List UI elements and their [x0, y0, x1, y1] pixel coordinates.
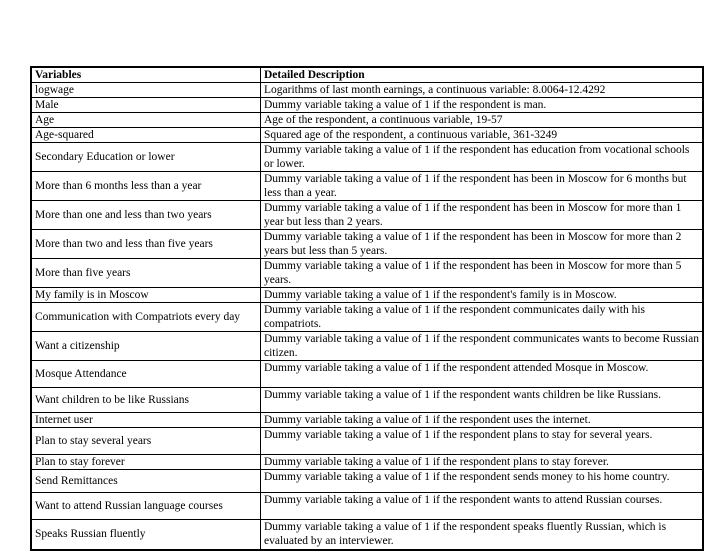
variable-cell: Age-squared — [31, 128, 261, 143]
variable-cell: My family is in Moscow — [31, 288, 261, 303]
table-row — [31, 230, 703, 259]
variable-cell: More than five years — [31, 259, 261, 288]
description-cell: Logarithms of last month earnings, a continuous variable: 8.0064-12.4292 — [261, 83, 704, 98]
description-cell: Dummy variable taking a value of 1 if the respondent has been in Moscow for more than 5 years. — [261, 259, 704, 288]
description-cell: Dummy variable taking a value of 1 if the respondent sends money to his home country. — [261, 470, 704, 493]
description-cell: Dummy variable taking a value of 1 if the respondent plans to stay for several years. — [261, 428, 704, 455]
table-row — [31, 470, 703, 493]
header-variables: Variables — [31, 67, 261, 83]
variable-cell: Speaks Russian fluently — [31, 520, 261, 550]
description-cell: Dummy variable taking a value of 1 if the respondent plans to stay forever. — [261, 455, 704, 470]
description-cell: Dummy variable taking a value of 1 if the respondent has been in Moscow for 6 months but less than a year. — [261, 172, 704, 201]
variable-cell: Secondary Education or lower — [31, 143, 261, 172]
table-row — [31, 455, 703, 470]
variables-table — [30, 66, 704, 551]
description-cell: Dummy variable taking a value of 1 if the respondent has been in Moscow for more than 1 year but less than 2 years. — [261, 201, 704, 230]
variable-cell: Send Remittances — [31, 470, 261, 493]
description-cell: Dummy variable taking a value of 1 if the respondent communicates wants to become Russian citizen. — [261, 332, 704, 361]
description-cell: Dummy variable taking a value of 1 if the respondent is man. — [261, 98, 704, 113]
table-row — [31, 259, 703, 288]
variable-cell: Communication with Compatriots every day — [31, 303, 261, 332]
table-row — [31, 98, 703, 113]
header-description: Detailed Description — [261, 67, 704, 83]
table-header-row — [31, 67, 703, 83]
variable-cell: Plan to stay forever — [31, 455, 261, 470]
description-cell: Dummy variable taking a value of 1 if the respondent has been in Moscow for more than 2 years but less than 5 years. — [261, 230, 704, 259]
description-cell: Dummy variable taking a value of 1 if the respondent's family is in Moscow. — [261, 288, 704, 303]
variable-cell: Age — [31, 113, 261, 128]
table-row — [31, 428, 703, 455]
variable-cell: Want children to be like Russians — [31, 388, 261, 413]
table-row — [31, 332, 703, 361]
variable-cell: Internet user — [31, 413, 261, 428]
table-row — [31, 520, 703, 550]
variable-cell: Male — [31, 98, 261, 113]
description-cell: Dummy variable taking a value of 1 if the respondent has education from vocational schools or lower. — [261, 143, 704, 172]
description-cell: Squared age of the respondent, a continuous variable, 361-3249 — [261, 128, 704, 143]
table-row — [31, 172, 703, 201]
table-row — [31, 128, 703, 143]
variable-cell: logwage — [31, 83, 261, 98]
table-row — [31, 201, 703, 230]
table-row — [31, 83, 703, 98]
variable-cell: Plan to stay several years — [31, 428, 261, 455]
table-row — [31, 303, 703, 332]
table-row — [31, 361, 703, 388]
description-cell: Dummy variable taking a value of 1 if the respondent wants children be like Russians. — [261, 388, 704, 413]
table-row — [31, 143, 703, 172]
description-cell: Dummy variable taking a value of 1 if the respondent wants to attend Russian courses. — [261, 493, 704, 520]
variable-cell: Mosque Attendance — [31, 361, 261, 388]
table-row — [31, 413, 703, 428]
variable-cell: Want to attend Russian language courses — [31, 493, 261, 520]
description-cell: Age of the respondent, a continuous variable, 19-57 — [261, 113, 704, 128]
description-cell: Dummy variable taking a value of 1 if the respondent uses the internet. — [261, 413, 704, 428]
variable-cell: More than one and less than two years — [31, 201, 261, 230]
table-row — [31, 288, 703, 303]
table-row — [31, 493, 703, 520]
variable-cell: More than 6 months less than a year — [31, 172, 261, 201]
description-cell: Dummy variable taking a value of 1 if the respondent communicates daily with his compatriots. — [261, 303, 704, 332]
table-row — [31, 388, 703, 413]
variable-cell: More than two and less than five years — [31, 230, 261, 259]
table-row — [31, 113, 703, 128]
description-cell: Dummy variable taking a value of 1 if the respondent speaks fluently Russian, which is evaluated by an interviewer. — [261, 520, 704, 550]
variable-cell: Want a citizenship — [31, 332, 261, 361]
description-cell: Dummy variable taking a value of 1 if the respondent attended Mosque in Moscow. — [261, 361, 704, 388]
